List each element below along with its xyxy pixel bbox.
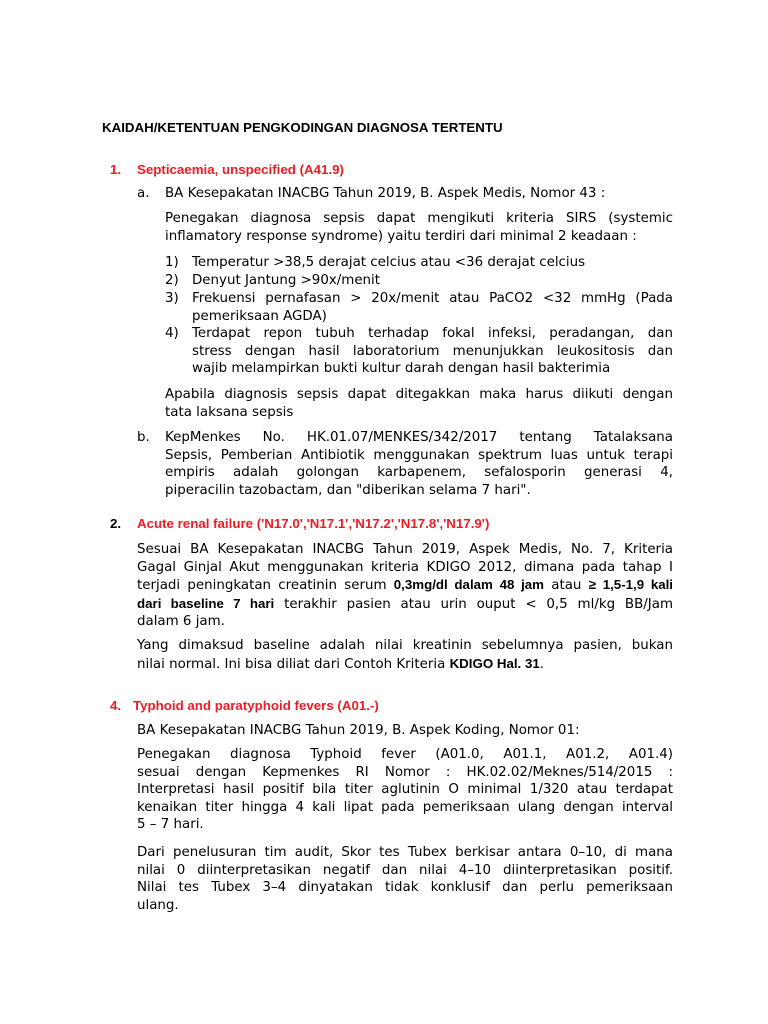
renal-paragraph-2 [137,637,673,673]
renal-bold-text: 0,3mg/dl dalam 48 jam [393,577,544,593]
section-4-heading: Typhoid and paratyphoid fevers (A01.-) [133,698,379,713]
item-b-text [165,429,673,499]
sepsis-intro-line: inflamatory response syndrome) yaitu terdiri dari minimal 2 keadaan : [165,228,637,244]
typhoid-line: 5 – 7 hari. [137,817,204,833]
criteria-text: Temperatur >38,5 derajat celcius atau <36 derajat celcius [192,255,586,270]
renal-bold-text: KDIGO Hal. 31 [449,655,540,671]
item-a-marker: a. [137,186,150,201]
renal-line: Sesuai BA Kesepakatan INACBG Tahun 2019, Aspek Medis, No. 7, Kriteria [137,542,673,557]
typhoid-line: Dari penelusuran tim audit, Skor tes Tubex berkisar antara 0–10, di mana [137,845,673,860]
section-2-heading: Acute renal failure ('N17.0','N17.1','N17.2','N17.8','N17.9') [137,516,490,531]
criteria-line: wajib melampirkan bukti kultur darah dengan hasil bakterimia [192,361,611,377]
renal-line [137,595,673,614]
criteria-line: Frekuensi pernafasan > 20x/menit atau PaCO2 <32 mmHg (Pada [192,291,673,306]
sepsis-closing [165,386,673,421]
criteria-number: 2) [165,273,179,288]
item-b-line: piperacilin tazobactam, dan "diberikan selama 7 hari". [165,482,531,498]
sepsis-closing-line: Apabila diagnosis sepsis dapat ditegakkan maka harus diikuti dengan [165,387,673,402]
typhoid-line: Interpretasi hasil positif bila titer aglutinin O minimal 1/320 atau terdapat [137,782,673,798]
typhoid-line: ulang. [137,897,179,913]
criteria-number: 1) [165,255,179,270]
typhoid-line: Nilai tes Tubex 3–4 dinyatakan tidak konklusif dan perlu pemeriksaan [137,880,673,896]
renal-line [137,655,673,674]
renal-text: . [539,656,544,672]
renal-line: Yang dimaksud baseline adalah nilai kreatinin sebelumnya pasien, bukan [137,638,673,653]
item-b-line: empiris adalah golongan karbapenem, sefalosporin generasi 4, [165,465,673,481]
renal-bold-text: dari baseline 7 hari [137,595,275,611]
item-b-line: Sepsis, Pemberian Antibiotik menggunakan spektrum luas untuk terapi [165,447,673,463]
section-1-heading: Septicaemia, unspecified (A41.9) [137,162,344,177]
section-2-number: 2. [110,516,122,531]
renal-line [137,576,673,595]
renal-text: terjadi peningkatan creatinin serum [137,578,394,594]
criteria-text [192,325,673,378]
criteria-number: 3) [165,291,179,306]
criteria-line: stress dengan hasil laboratorium menunjukkan leukositosis dan [192,343,673,359]
page-title: KAIDAH/KETENTUAN PENGKODINGAN DIAGNOSA TERTENTU [102,120,503,135]
criteria-number: 4) [165,326,179,341]
renal-text: terakhir pasien atau urin ouput < 0,5 ml/kg BB/Jam [274,596,674,612]
criteria-text: Denyut Jantung >90x/menit [192,273,381,288]
sepsis-intro-line: Penegakan diagnosa sepsis dapat mengikuti kriteria SIRS (systemic [165,211,673,226]
typhoid-paragraph-3 [137,844,673,914]
item-a-text: BA Kesepakatan INACBG Tahun 2019, B. Aspek Medis, Nomor 43 : [165,186,606,201]
renal-line: Gagal Ginjal Akut menggunakan kriteria KDIGO 2012, dimana pada tahap I [137,559,673,575]
sepsis-intro [165,210,673,245]
item-b-line: KepMenkes No. HK.01.07/MENKES/342/2017 tentang Tatalaksana [165,430,673,445]
criteria-text [192,290,673,325]
renal-paragraph-1 [137,541,673,631]
typhoid-line: kenaikan titer hingga 4 kali lipat pada pemeriksaan ulang dengan interval [137,799,673,815]
section-1-number: 1. [110,162,122,177]
typhoid-line: Penegakan diagnosa Typhoid fever (A01.0, A01.1, A01.2, A01.4) [137,747,673,762]
criteria-line: Terdapat repon tubuh terhadap fokal infeksi, peradangan, dan [192,326,673,341]
section-4-number: 4. [110,698,122,713]
renal-text: nilai normal. Ini bisa diliat dari Contoh Kriteria [137,656,450,672]
renal-line: dalam 6 jam. [137,614,225,630]
criteria-line: pemeriksaan AGDA) [192,308,327,324]
typhoid-paragraph-2 [137,746,673,834]
typhoid-line: sesuai dengan Kepmenkes RI Nomor : HK.02.02/Meknes/514/2015 : [137,764,673,780]
item-b-marker: b. [137,430,150,445]
typhoid-paragraph-1: BA Kesepakatan INACBG Tahun 2019, B. Aspek Koding, Nomor 01: [137,723,580,738]
typhoid-line: nilai 0 diinterpretasikan negatif dan nilai 4–10 diinterpretasikan positif. [137,862,673,878]
renal-text: atau [544,578,589,594]
renal-bold-text: ≥ 1,5-1,9 kali [588,577,674,593]
sepsis-closing-line: tata laksana sepsis [165,404,294,420]
